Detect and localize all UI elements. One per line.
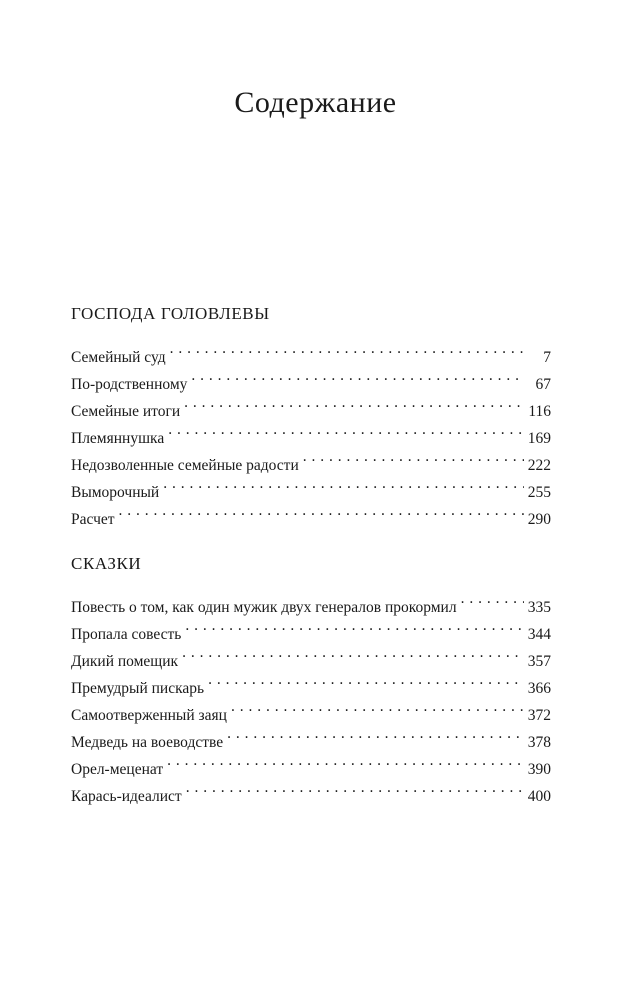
toc-entry-title: Семейные итоги xyxy=(71,403,181,420)
toc-entry-title: Премудрый пискарь xyxy=(71,680,205,697)
toc-entry-title: Карась-идеалист xyxy=(71,788,182,805)
dot-leader xyxy=(170,335,524,362)
dot-leader xyxy=(184,389,524,416)
toc-entry-title: Дикий помещик xyxy=(71,653,179,670)
toc-entry-title: Расчет xyxy=(71,511,115,528)
toc-entry-title: Самоотверженный заяц xyxy=(71,707,227,724)
toc-entry-page: 357 xyxy=(527,653,551,670)
toc-entry-page: 7 xyxy=(543,349,551,366)
toc-entry-title: По-родственному xyxy=(71,376,188,393)
page-title: Содержание xyxy=(234,86,397,119)
dot-leader xyxy=(182,639,524,666)
toc-section-golovlevy xyxy=(71,303,551,528)
toc-entry-title: Орел-меценат xyxy=(71,761,164,778)
dot-leader xyxy=(191,362,524,389)
toc-entry-title: Повесть о том, как один мужик двух генералов прокормил xyxy=(71,599,457,616)
toc-entry-page: 290 xyxy=(527,511,551,528)
dot-leader xyxy=(461,585,524,612)
toc-entry-page: 344 xyxy=(527,626,551,643)
dot-leader xyxy=(227,720,524,747)
toc-list xyxy=(71,335,551,528)
toc-list xyxy=(71,585,551,805)
toc-entry-page: 335 xyxy=(527,599,551,616)
dot-leader xyxy=(168,416,524,443)
toc-entry-page: 116 xyxy=(528,403,551,420)
toc-entry-title: Пропала совесть xyxy=(71,626,182,643)
toc-entry-page: 169 xyxy=(527,430,551,447)
dot-leader xyxy=(208,666,524,693)
toc-entry-page: 255 xyxy=(527,484,551,501)
section-heading: ГОСПОДА ГОЛОВЛЕВЫ xyxy=(71,304,270,323)
toc-entry-page: 390 xyxy=(527,761,551,778)
toc-entry[interactable] xyxy=(71,335,551,366)
dot-leader xyxy=(119,497,524,524)
section-heading: СКАЗКИ xyxy=(71,554,142,573)
dot-leader xyxy=(185,612,524,639)
toc-section-skazki xyxy=(71,553,551,805)
dot-leader xyxy=(163,470,524,497)
toc-entry[interactable] xyxy=(71,585,551,616)
toc-entry-page: 222 xyxy=(527,457,551,474)
dot-leader xyxy=(186,774,524,801)
toc-entry-page: 400 xyxy=(527,788,551,805)
toc-entry-title: Семейный суд xyxy=(71,349,166,366)
dot-leader xyxy=(231,693,524,720)
dot-leader xyxy=(303,443,524,470)
toc-entry-title: Выморочный xyxy=(71,484,160,501)
toc-entry-title: Недозволенные семейные радости xyxy=(71,457,299,474)
toc-entry-page: 378 xyxy=(527,734,551,751)
toc-entry-title: Племяннушка xyxy=(71,430,165,447)
toc-entry-page: 372 xyxy=(527,707,551,724)
toc-entry-title: Медведь на воеводстве xyxy=(71,734,224,751)
dot-leader xyxy=(167,747,524,774)
toc-entry-page: 366 xyxy=(527,680,551,697)
toc-entry-page: 67 xyxy=(535,376,551,393)
toc-entry[interactable] xyxy=(71,497,551,528)
